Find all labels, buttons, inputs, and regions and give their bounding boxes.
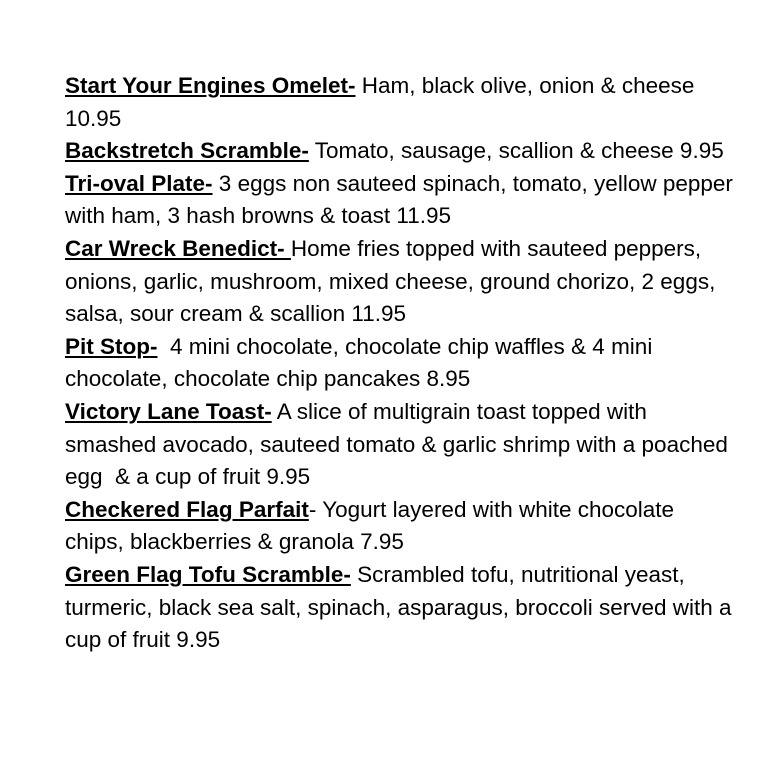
- menu-item-name: Backstretch Scramble-: [65, 138, 309, 164]
- menu-item-description: Ham, black olive, onion & cheese 10.95: [65, 73, 701, 131]
- menu-item-description: Yogurt layered with white chocolate chips, blackberries & granola 7.95: [65, 496, 681, 555]
- menu-item-start-your-engines-omelet: [65, 70, 735, 135]
- menu-item-tri-oval-plate: [65, 168, 740, 233]
- menu-item-name: Tri-oval Plate-: [65, 170, 213, 196]
- breakfast-menu-list: [65, 70, 740, 657]
- menu-item-description: Scrambled tofu, nutritional yeast, turmeric, black sea salt, spinach, asparagus, broccoli served with a cup of fruit 9.95: [65, 561, 738, 653]
- menu-item-green-flag-tofu-scramble: [65, 559, 738, 657]
- menu-item-checkered-flag-parfait: [65, 494, 735, 559]
- menu-item-name: Green Flag Tofu Scramble-: [65, 561, 351, 587]
- menu-item-pit-stop: [65, 331, 735, 396]
- menu-item-name: Pit Stop-: [65, 333, 158, 359]
- menu-item-separator: -: [308, 496, 317, 522]
- menu-item-name: Start Your Engines Omelet-: [65, 73, 356, 98]
- menu-item-victory-lane-toast: [65, 396, 735, 494]
- menu-item-description: Tomato, sausage, scallion & cheese 9.95: [308, 138, 724, 164]
- menu-item-name: Victory Lane Toast-: [65, 398, 272, 424]
- menu-item-name: Car Wreck Benedict-: [65, 235, 291, 261]
- menu-item-car-wreck-benedict: [65, 233, 735, 331]
- menu-item-description: A slice of multigrain toast topped with smashed avocado, sauteed tomato & garlic shrimp with a poached egg & a cup of fruit 9.95: [65, 398, 735, 490]
- menu-item-backstretch-scramble: [65, 135, 735, 168]
- menu-item-name: Checkered Flag Parfait: [65, 496, 309, 522]
- menu-item-description: 3 eggs non sauteed spinach, tomato, yellow pepper with ham, 3 hash browns & toast 11.95: [65, 170, 740, 229]
- menu-item-description: Home fries topped with sauteed peppers, onions, garlic, mushroom, mixed cheese, ground chorizo, 2 eggs, salsa, sour cream & scallion 11.95: [65, 235, 722, 327]
- menu-item-description: 4 mini chocolate, chocolate chip waffles & 4 mini chocolate, chocolate chip pancakes 8.95: [65, 333, 659, 392]
